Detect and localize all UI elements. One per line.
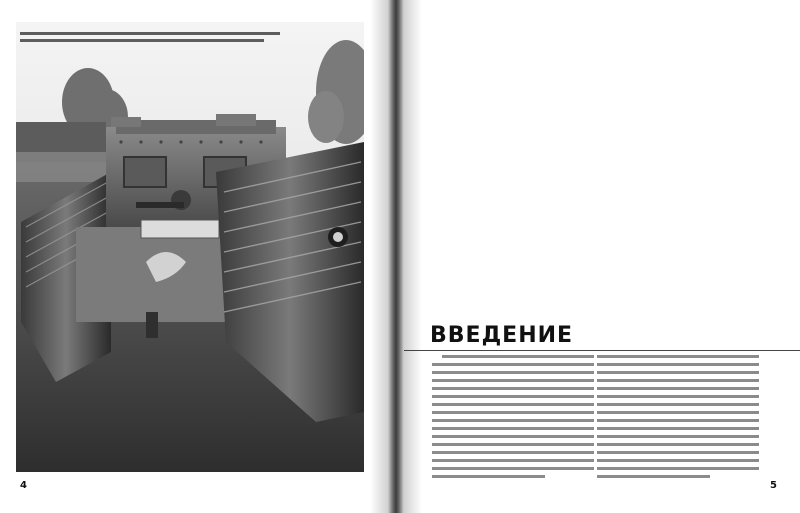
tank-illustration — [16, 22, 364, 472]
chapter-heading: ВВЕДЕНИЕ — [430, 323, 574, 348]
left-page — [0, 0, 388, 513]
text-column-1 — [432, 355, 594, 483]
book-gutter — [388, 0, 404, 513]
page-number-left: 4 — [20, 480, 27, 491]
tank-photo — [16, 22, 364, 472]
text-column-2 — [597, 355, 759, 483]
photo-caption — [20, 32, 280, 50]
heading-rule — [404, 350, 800, 351]
page-number-right: 5 — [770, 480, 777, 491]
